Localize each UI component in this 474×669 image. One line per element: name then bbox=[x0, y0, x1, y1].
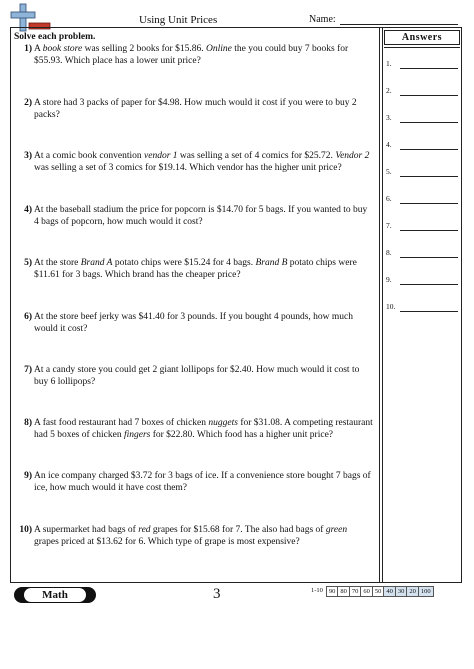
score-cell: 60 bbox=[360, 586, 373, 597]
problem-text: At the baseball stadium the price for popcorn is $14.70 for 5 bags. If you wanted to buy 4 bags of popcorn, how much would it cost? bbox=[34, 205, 368, 227]
page-title: Using Unit Prices bbox=[139, 14, 218, 26]
problem-text: A fast food restaurant had 7 boxes of chicken nuggets for $31.08. A competing restaurant had 5 boxes of chicken fingers for $22.80. Which food has a higher unit price? bbox=[34, 418, 373, 440]
answer-number: 2. bbox=[386, 86, 392, 95]
math-badge bbox=[14, 587, 96, 603]
answer-row bbox=[386, 113, 460, 125]
score-cell: 70 bbox=[349, 586, 362, 597]
problem-text: At a candy store you could get 2 giant lollipops for $2.40. How much would it cost to buy 6 lollipops? bbox=[34, 365, 360, 387]
plus-minus-logo-icon bbox=[10, 3, 52, 33]
problem-text: An ice company charged $3.72 for 3 bags of ice. If a convenience store bought 7 bags of ice, how much would it have cost them? bbox=[34, 471, 371, 493]
score-cell: 90 bbox=[326, 586, 339, 597]
answer-blank[interactable] bbox=[400, 203, 458, 204]
answer-number: 4. bbox=[386, 140, 392, 149]
problem-item bbox=[14, 471, 374, 495]
problem-text: At a comic book convention vendor 1 was selling a set of 4 comics for $25.72. Vendor 2 was selling a set of 3 comics for $19.14. Which vendor has the higher unit price? bbox=[34, 151, 370, 173]
answer-blank[interactable] bbox=[400, 68, 458, 69]
answer-number: 5. bbox=[386, 167, 392, 176]
frame-left-border bbox=[10, 27, 11, 582]
problem-number: 9) bbox=[24, 471, 32, 481]
problem-item bbox=[14, 365, 374, 389]
problem-item bbox=[14, 312, 374, 336]
problem-number: 3) bbox=[24, 151, 32, 161]
answer-number: 10. bbox=[386, 302, 396, 311]
answer-number: 1. bbox=[386, 59, 392, 68]
answer-row bbox=[386, 248, 460, 260]
score-range-label: 1-10 bbox=[311, 587, 323, 594]
answer-number: 8. bbox=[386, 248, 392, 257]
score-cell: 40 bbox=[383, 586, 396, 597]
answers-divider-inner bbox=[382, 27, 383, 582]
answer-number: 6. bbox=[386, 194, 392, 203]
answer-blank[interactable] bbox=[400, 230, 458, 231]
score-cell: 50 bbox=[372, 586, 385, 597]
answer-number: 9. bbox=[386, 275, 392, 284]
answer-row bbox=[386, 86, 460, 98]
problem-item bbox=[14, 151, 374, 175]
score-table bbox=[310, 586, 434, 597]
answer-row bbox=[386, 275, 460, 287]
answer-row bbox=[386, 221, 460, 233]
answer-blank[interactable] bbox=[400, 122, 458, 123]
frame-right-border bbox=[461, 27, 462, 582]
problem-number: 2) bbox=[24, 98, 32, 108]
score-cell: 80 bbox=[337, 586, 350, 597]
name-field-line bbox=[340, 24, 458, 25]
answers-divider bbox=[379, 27, 380, 582]
answers-header-rule bbox=[384, 47, 460, 48]
answer-row bbox=[386, 59, 460, 71]
answer-blank[interactable] bbox=[400, 257, 458, 258]
answer-number: 3. bbox=[386, 113, 392, 122]
footer-rule bbox=[10, 582, 462, 583]
answer-row bbox=[386, 194, 460, 206]
answer-row bbox=[386, 140, 460, 152]
answer-row bbox=[386, 302, 460, 314]
answer-number: 7. bbox=[386, 221, 392, 230]
problem-item bbox=[14, 205, 374, 229]
problem-text: A store had 3 packs of paper for $4.98. How much would it cost if you were to buy 2 packs? bbox=[34, 98, 357, 120]
header-rule bbox=[10, 27, 462, 28]
name-label: Name: bbox=[309, 14, 336, 25]
problem-text: At the store beef jerky was $41.40 for 3 pounds. If you bought 4 pounds, how much would it cost? bbox=[34, 312, 353, 334]
problem-number: 10) bbox=[19, 525, 32, 535]
problem-number: 8) bbox=[24, 418, 32, 428]
problem-number: 7) bbox=[24, 365, 32, 375]
score-cell: 30 bbox=[395, 586, 408, 597]
page-number: 3 bbox=[213, 586, 221, 602]
answer-blank[interactable] bbox=[400, 311, 458, 312]
math-badge-label: Math bbox=[24, 588, 86, 602]
problem-item bbox=[14, 98, 374, 122]
problem-item bbox=[14, 418, 374, 442]
answer-blank[interactable] bbox=[400, 95, 458, 96]
problem-item bbox=[14, 258, 374, 282]
score-cell: 20 bbox=[406, 586, 419, 597]
problem-item bbox=[14, 44, 374, 68]
problem-number: 1) bbox=[24, 44, 32, 54]
instructions: Solve each problem. bbox=[14, 32, 96, 42]
problem-number: 5) bbox=[24, 258, 32, 268]
answer-row bbox=[386, 167, 460, 179]
problem-text: A supermarket had bags of red grapes for $15.68 for 7. The also had bags of green grapes priced at $13.62 for 6. Which type of grape is most expensive? bbox=[34, 525, 348, 547]
problem-item bbox=[14, 525, 374, 549]
answer-blank[interactable] bbox=[400, 284, 458, 285]
answer-blank[interactable] bbox=[400, 149, 458, 150]
score-cell: 100 bbox=[418, 586, 434, 597]
answers-header: Answers bbox=[384, 30, 460, 45]
problem-text: A book store was selling 2 books for $15.86. Online the you could buy 7 books for $55.93. Which place has a lower unit price? bbox=[34, 44, 349, 66]
problem-number: 4) bbox=[24, 205, 32, 215]
problem-text: At the store Brand A potato chips were $15.24 for 4 bags. Brand B potato chips were $11.61 for 3 bags. Which brand has the cheaper price? bbox=[34, 258, 357, 280]
problem-number: 6) bbox=[24, 312, 32, 322]
answer-blank[interactable] bbox=[400, 176, 458, 177]
